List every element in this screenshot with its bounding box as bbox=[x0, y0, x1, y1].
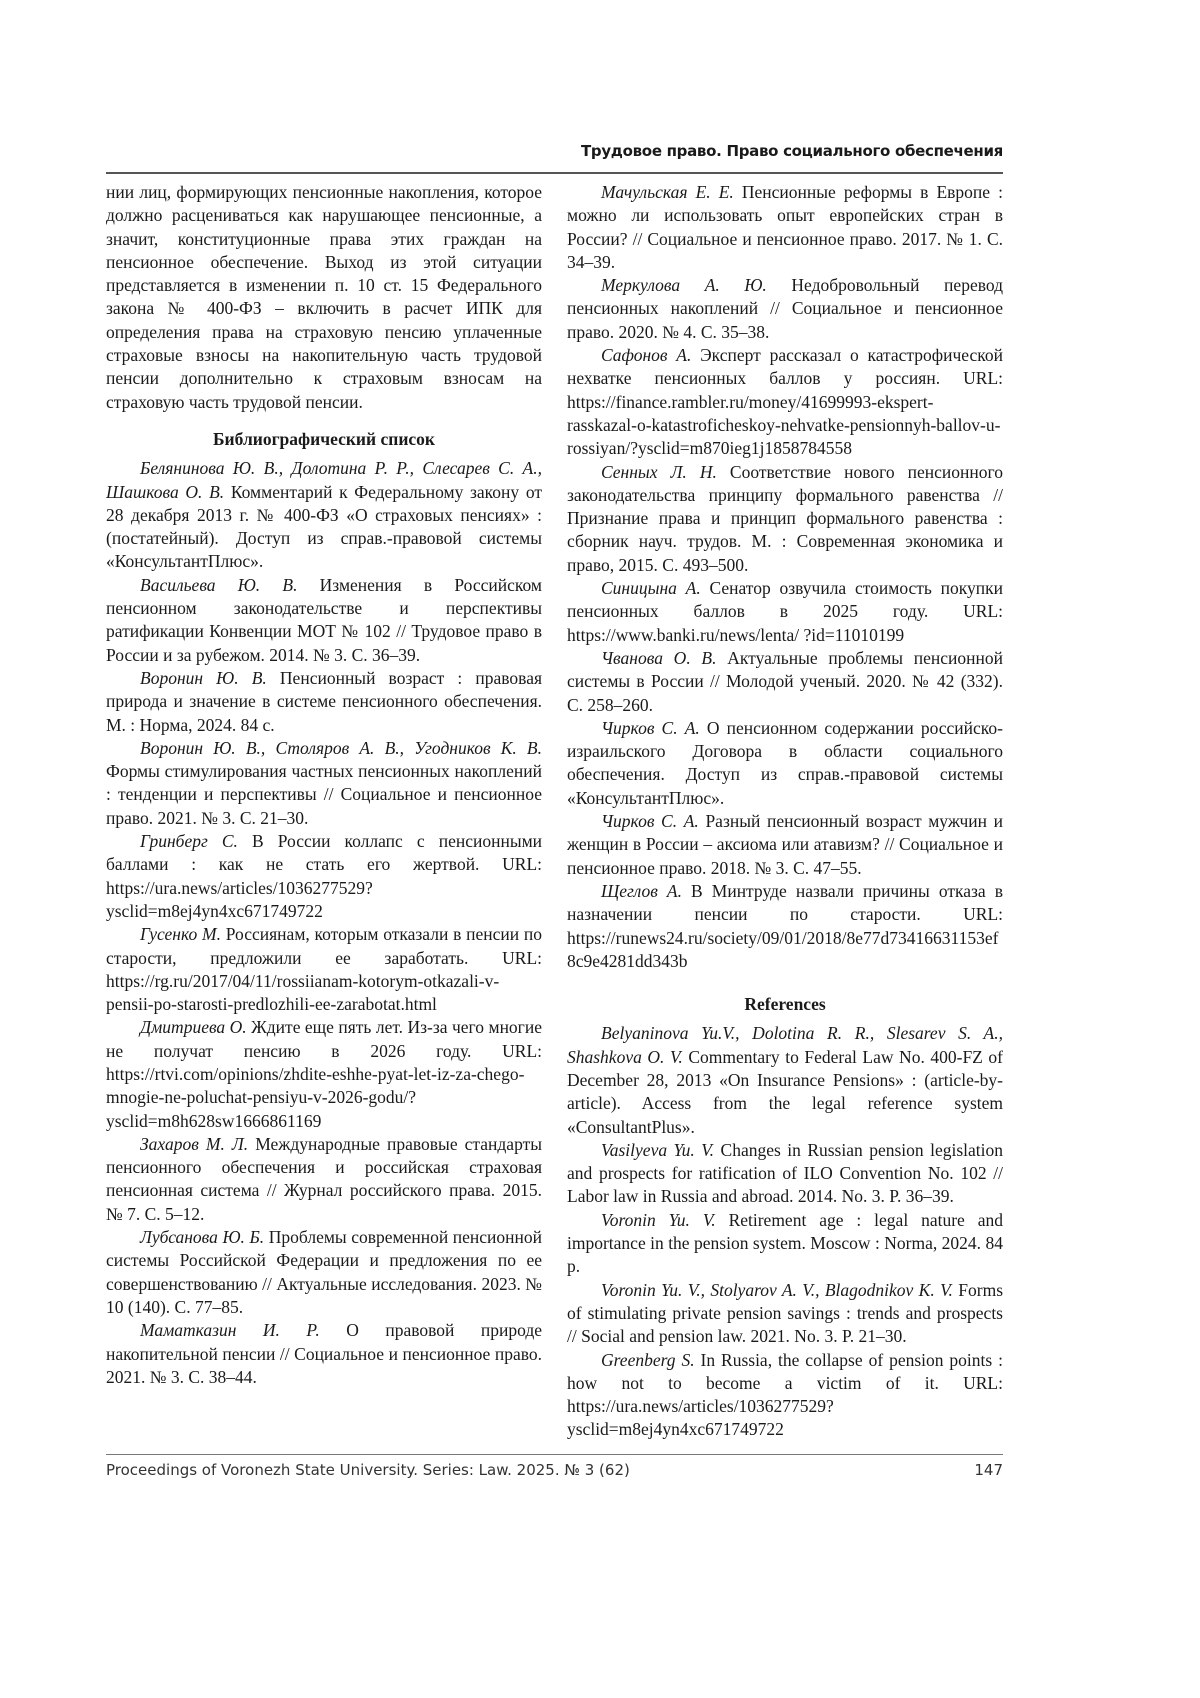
bibliography-entry bbox=[567, 577, 1003, 647]
entry-author: Voronin Yu. V. bbox=[601, 1210, 716, 1230]
bibliography-list-left bbox=[106, 457, 542, 1389]
entry-author: Воронин Ю. В., Столяров А. В., Угодников К. В. bbox=[140, 738, 542, 758]
running-head: Трудовое право. Право социального обеспечения bbox=[106, 142, 1003, 160]
bibliography-entry bbox=[567, 647, 1003, 717]
entry-text: Формы стимулирования частных пенсионных накоплений : тенденции и перспективы // Социальное и пенсионное право. 2021. № 3. С. 21–30. bbox=[106, 761, 542, 828]
bibliography-entry bbox=[106, 737, 542, 830]
entry-text: Проблемы современной пенсионной системы Российской Федерации и предложения по ее совершенствованию // Актуальные исследования. 2023. № 10 (140). С. 77–85. bbox=[106, 1227, 542, 1317]
entry-text: Changes in Russian pension legislation and prospects for ratification of ILO Convention No. 102 // Labor law in Russia and abroad. 2014. No. 3. P. 36–39. bbox=[567, 1140, 1003, 1207]
bibliography-entry bbox=[106, 457, 542, 573]
entry-text: In Russia, the collapse of pension points : how not to become a victim of it. URL: https://ura.news/articles/1036277529?ysclid=m8ej4yn4xc671749722 bbox=[567, 1350, 1003, 1440]
entry-author: Щеглов А. bbox=[601, 881, 682, 901]
bibliography-entry bbox=[567, 344, 1003, 460]
entry-author: Belyaninova Yu.V., Dolotina R. R., Slesarev S. A., Shashkova O. V. bbox=[567, 1023, 1003, 1066]
bibliography-entry bbox=[567, 1279, 1003, 1349]
entry-text: Сенатор озвучила стоимость покупки пенсионных баллов в 2025 году. URL: https://www.banki.ru/news/lenta/ ?id=11010199 bbox=[567, 578, 1003, 645]
bibliography-entry bbox=[106, 923, 542, 1016]
entry-author: Синицына А. bbox=[601, 578, 701, 598]
entry-text: О правовой природе накопительной пенсии // Социальное и пенсионное право. 2021. № 3. С. 38–44. bbox=[106, 1320, 542, 1387]
bibliography-entry bbox=[567, 461, 1003, 577]
entry-author: Маматказин И. Р. bbox=[140, 1320, 320, 1340]
references-list bbox=[567, 1022, 1003, 1441]
entry-text: Недобровольный перевод пенсионных накоплений // Социальное и пенсионное право. 2020. № 4. С. 35–38. bbox=[567, 275, 1003, 342]
entry-author: Чванова О. В. bbox=[601, 648, 717, 668]
entry-author: Сенных Л. Н. bbox=[601, 462, 717, 482]
header-divider bbox=[106, 172, 1003, 174]
bibliography-title: Библиографический список bbox=[106, 428, 542, 451]
bibliography-entry bbox=[567, 810, 1003, 880]
bibliography-entry bbox=[106, 1133, 542, 1226]
entry-text: Эксперт рассказал о катастрофической нехватке пенсионных баллов у россиян. URL: https://finance.rambler.ru/money/41699993-ekspert-rasskazal-o-katastroficheskoy-nehvatke-pensionnyh-ballov-u-rossiyan/?ysclid=m870ieg1j1858784558 bbox=[567, 345, 1003, 458]
entry-author: Меркулова А. Ю. bbox=[601, 275, 767, 295]
entry-text: Комментарий к Федеральному закону от 28 декабря 2013 г. № 400-ФЗ «О страховых пенсиях» : (постатейный). Доступ из справ.-правовой системы «КонсультантПлюс». bbox=[106, 482, 542, 572]
entry-text: Commentary to Federal Law No. 400-FZ of December 28, 2013 «On Insurance Pensions» : (article-by-article). Access from the legal reference system «ConsultantPlus». bbox=[567, 1047, 1003, 1137]
bibliography-entry bbox=[106, 574, 542, 667]
journal-citation: Proceedings of Voronezh State University. Series: Law. 2025. № 3 (62) bbox=[106, 1461, 630, 1479]
entry-author: Гринберг С. bbox=[140, 831, 238, 851]
entry-author: Voronin Yu. V., Stolyarov A. V., Blagodnikov K. V. bbox=[601, 1280, 953, 1300]
left-column bbox=[106, 181, 542, 1389]
footer-divider bbox=[106, 1454, 1003, 1455]
entry-author: Захаров М. Л. bbox=[140, 1134, 248, 1154]
entry-text: Retirement age : legal nature and importance in the pension system. Moscow : Norma, 2024. 84 p. bbox=[567, 1210, 1003, 1277]
page-number: 147 bbox=[974, 1461, 1003, 1479]
bibliography-entry bbox=[106, 1226, 542, 1319]
bibliography-entry bbox=[567, 717, 1003, 810]
bibliography-entry bbox=[106, 1319, 542, 1389]
entry-author: Сафонов А. bbox=[601, 345, 691, 365]
entry-text: Ждите еще пять лет. Из-за чего многие не получат пенсию в 2026 году. URL: https://rtvi.com/opinions/zhdite-eshhe-pyat-let-iz-za-chego-mnogie-ne-poluchat-pensiyu-v-2026-godu/?ysclid=m8h628sw1666861169 bbox=[106, 1017, 542, 1130]
entry-text: Актуальные проблемы пенсионной системы в России // Молодой ученый. 2020. № 42 (332). С. 258–260. bbox=[567, 648, 1003, 715]
bibliography-entry bbox=[567, 880, 1003, 973]
entry-author: Чирков С. А. bbox=[601, 811, 699, 831]
bibliography-entry bbox=[106, 1016, 542, 1132]
bibliography-entry bbox=[567, 1209, 1003, 1279]
entry-author: Мачульская Е. Е. bbox=[601, 182, 734, 202]
bibliography-entry bbox=[567, 181, 1003, 274]
entry-author: Васильева Ю. В. bbox=[140, 575, 297, 595]
entry-text: Forms of stimulating private pension savings : trends and prospects // Social and pension law. 2021. No. 3. P. 21–30. bbox=[567, 1280, 1003, 1347]
entry-author: Дмитриева О. bbox=[140, 1017, 247, 1037]
entry-text: О пенсионном содержании российско-израильского Договора в области социального обеспечения. Доступ из справ.-правовой системы «КонсультантПлюс». bbox=[567, 718, 1003, 808]
bibliography-entry bbox=[567, 274, 1003, 344]
entry-text: В Минтруде назвали причины отказа в назначении пенсии по старости. URL: https://runews24.ru/society/09/01/2018/8e77d73416631153ef8c9e4281dd343b bbox=[567, 881, 1003, 971]
entry-author: Лубсанова Ю. Б. bbox=[140, 1227, 264, 1247]
bibliography-entry bbox=[567, 1139, 1003, 1209]
footer bbox=[106, 1461, 1003, 1479]
bibliography-entry bbox=[567, 1349, 1003, 1442]
right-column bbox=[567, 181, 1003, 1442]
entry-author: Белянинова Ю. В., Долотина Р. Р., Слесарев С. А., Шашкова О. В. bbox=[106, 458, 542, 501]
bibliography-entry bbox=[106, 830, 542, 923]
entry-text: В России коллапс с пенсионными баллами : как не стать его жертвой. URL: https://ura.news/articles/1036277529?ysclid=m8ej4yn4xc671749722 bbox=[106, 831, 542, 921]
entry-author: Vasilyeva Yu. V. bbox=[601, 1140, 714, 1160]
entry-text: Соответствие нового пенсионного законодательства принципу формального равенства // Признание права и принцип формального равенства : сборник науч. трудов. М. : Современная экономика и право, 2015. С. 493–500. bbox=[567, 462, 1003, 575]
entry-author: Чирков С. А. bbox=[601, 718, 700, 738]
body-paragraph: нии лиц, формирующих пенсионные накопления, которое должно расцениваться как нарушающее пенсионные, а значит, конституционные права этих граждан на пенсионное обеспечение. Выход из этой ситуации представляется в изменении п. 10 ст. 15 Федерального закона № 400-ФЗ – включить в расчет ИПК для определения права на страховую пенсию уплаченные страховые взносы на накопительную часть трудовой пенсии дополнительно к страховым взносам на страховую часть трудовой пенсии. bbox=[106, 181, 542, 414]
bibliography-entry bbox=[567, 1022, 1003, 1138]
entry-text: Пенсионные реформы в Европе : можно ли использовать опыт европейских стран в России? // Социальное и пенсионное право. 2017. № 1. С. 34–39. bbox=[567, 182, 1003, 272]
entry-text: Изменения в Российском пенсионном законодательстве и перспективы ратификации Конвенции МОТ № 102 // Трудовое право в России и за рубежом. 2014. № 3. С. 36–39. bbox=[106, 575, 542, 665]
entry-author: Greenberg S. bbox=[601, 1350, 695, 1370]
bibliography-entry bbox=[106, 667, 542, 737]
entry-text: Россиянам, которым отказали в пенсии по старости, предложили ее заработать. URL: https://rg.ru/2017/04/11/rossiianam-kotorym-otkazali-v-pensii-po-starosti-predlozhili-ee-zarabotat.html bbox=[106, 924, 542, 1014]
entry-author: Воронин Ю. В. bbox=[140, 668, 267, 688]
bibliography-list-right bbox=[567, 181, 1003, 973]
entry-author: Гусенко М. bbox=[140, 924, 221, 944]
entry-text: Пенсионный возраст : правовая природа и значение в системе пенсионного обеспечения. М. : Норма, 2024. 84 с. bbox=[106, 668, 542, 735]
references-title: References bbox=[567, 993, 1003, 1016]
entry-text: Разный пенсионный возраст мужчин и женщин в России – аксиома или атавизм? // Социальное и пенсионное право. 2018. № 3. С. 47–55. bbox=[567, 811, 1003, 878]
entry-text: Международные правовые стандарты пенсионного обеспечения и российская страховая пенсионная система // Журнал российского права. 2015. № 7. С. 5–12. bbox=[106, 1134, 542, 1224]
